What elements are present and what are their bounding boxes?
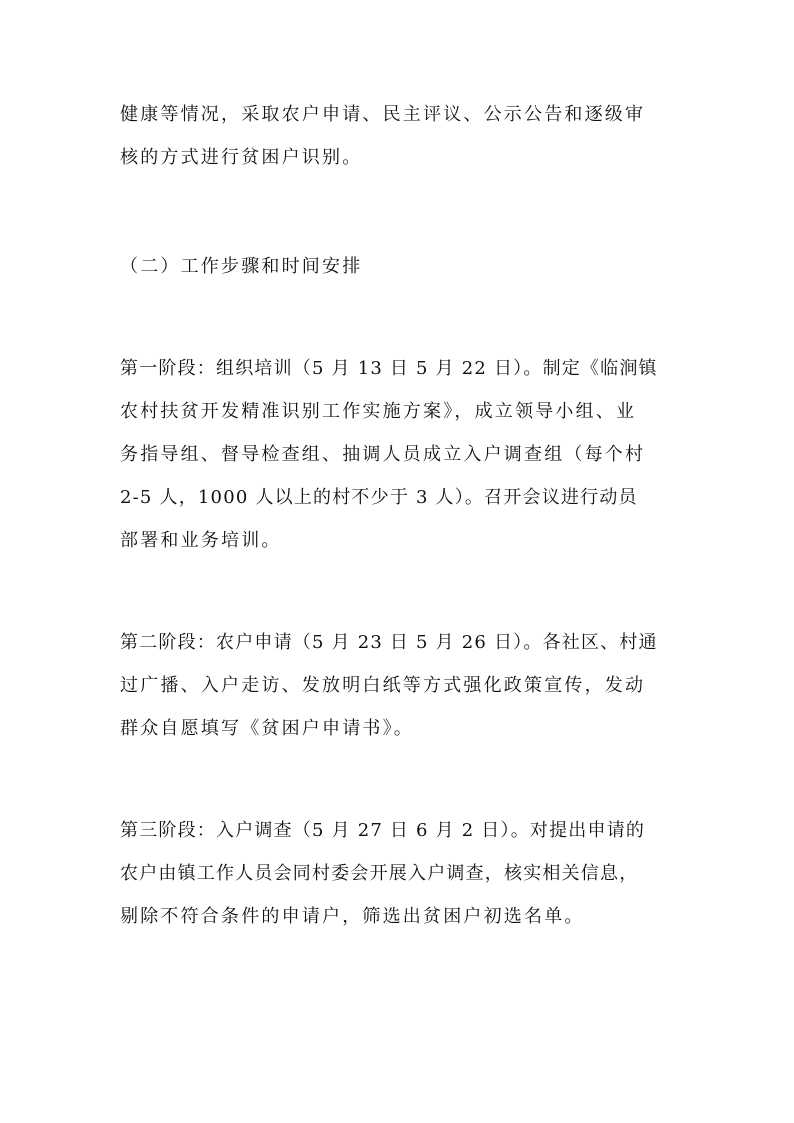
paragraph-line: 2-5 人，1000 人以上的村不少于 3 人）。召开会议进行动员 (120, 487, 638, 508)
section-heading: （二）工作步骤和时间安排 (120, 256, 363, 277)
paragraph-line: 健康等情况，采取农户申请、民主评议、公示公告和逐级审 (120, 104, 646, 125)
paragraph-line: 第三阶段：入户调查（5 月 27 日 6 月 2 日）。对提出申请的 (120, 820, 646, 841)
paragraph-line: 剔除不符合条件的申请户，筛选出贫困户初选名单。 (120, 906, 585, 927)
paragraph-line: 农户由镇工作人员会同村委会开展入户调查，核实相关信息， (120, 863, 639, 884)
paragraph-line: 第一阶段：组织培训（5 月 13 日 5 月 22 日）。制定《临涧镇 (120, 358, 658, 379)
paragraph-line: 部署和业务培训。 (120, 530, 282, 551)
paragraph-line: 核的方式进行贫困户识别。 (120, 147, 363, 168)
paragraph-line: 农村扶贫开发精准识别工作实施方案》，成立领导小组、业 (120, 401, 637, 422)
paragraph-line: 第二阶段：农户申请（5 月 23 日 5 月 26 日）。各社区、村通 (120, 632, 658, 653)
paragraph-line: 过广播、入户走访、发放明白纸等方式强化政策宣传，发动 (120, 675, 646, 696)
paragraph-line: 群众自愿填写《贫困户申请书》。 (120, 718, 414, 739)
paragraph-line: 务指导组、督导检查组、抽调人员成立入户调查组（每个村 (120, 444, 646, 465)
